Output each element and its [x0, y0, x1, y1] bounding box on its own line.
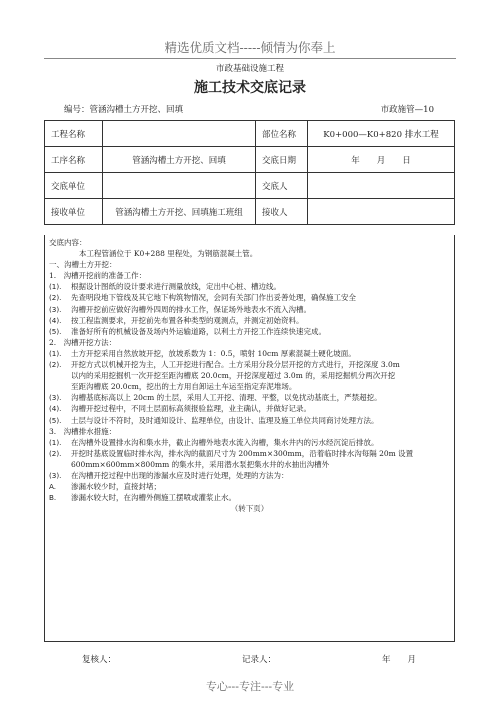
reviewer-label: 复核人：: [82, 655, 117, 665]
recorder-label: 记录人：: [242, 655, 277, 665]
label-handover-date: 交底日期: [256, 147, 308, 173]
list-item: A. 渗漏水较少时，直接封堵；: [49, 482, 161, 492]
label-handover-unit: 交底单位: [45, 173, 103, 199]
doc-meta: [64, 103, 434, 115]
list-item: (3). 沟槽基底标高以上 20cm 的土层，采用人工开挖、清理、平整，以免扰动基底土，严禁超挖。: [49, 393, 382, 403]
table-row: [45, 121, 455, 147]
list-item: (2). 开挖方式以机械开挖为主，人工开挖进行配合。土方采用分段分层开挖的方式进行，开挖深度 3.0m: [49, 360, 400, 370]
list-item: (5). 准备好所有的机械设备及场内外运输道路，以利土方开挖工作连续快速完成。: [49, 326, 326, 336]
list-item: (1). 土方开挖采用自然放坡开挖，放坡系数为 1：0.5，喷射 10cm 厚素混凝土硬化坡面。: [49, 348, 356, 358]
list-item: (1). 根据设计图纸的设计要求进行测量放线，定出中心桩、槽边线。: [49, 282, 281, 292]
continued-note: （转下页）: [230, 504, 269, 514]
subsection-heading: 2. 沟槽开挖方法：: [49, 337, 117, 347]
table-row: [45, 199, 455, 225]
value-receiver: [308, 199, 455, 225]
value-project-name: [103, 121, 256, 147]
page-footer: 专心---专注---专业: [205, 680, 295, 693]
value-handover-person: [308, 173, 455, 199]
label-handover-person: 交底人: [256, 173, 308, 199]
list-item: (1). 在沟槽外设置排水沟和集水井，截止沟槽外地表水流入沟槽，集水井内的污水经沉淀后排放。: [49, 437, 379, 447]
list-item: (2). 开挖时基底设置临时排水沟，排水沟的截面尺寸为 200mm×300mm，沿着临时排水沟每隔 20m 设置: [49, 448, 414, 458]
label-project-name: 工程名称: [45, 121, 103, 147]
subsection-heading: 1. 沟槽开挖前的准备工作：: [49, 271, 147, 281]
doc-code: 编号：管涵沟槽土方开挖、回填: [64, 105, 184, 115]
list-item: (4). 按工程监测要求，开挖前先布置各种类型的观测点，并测定初始资料。: [49, 315, 304, 325]
list-item: (5). 土层与设计不符时，及时通知设计、监理单位，由设计、监理及施工单位共同商讨处理方法。: [49, 415, 379, 425]
label-receiver: 接收人: [256, 199, 308, 225]
list-item: (3). 沟槽开挖前应做好沟槽外四周的排水工作，保证场外地表水不流入沟槽。: [49, 304, 311, 314]
label-part-name: 部位名称: [256, 121, 308, 147]
list-item-continuation: 600mm×600mm×800mm 的集水井，采用潜水泵把集水井的水抽出沟槽外: [71, 459, 330, 469]
date-label: 年 月: [382, 655, 417, 665]
handover-content: [44, 235, 455, 642]
content-heading: 交底内容：: [49, 238, 87, 247]
value-receiving-unit: 管涵沟槽土方开挖、回填施工班组: [103, 199, 256, 225]
label-process-name: 工序名称: [45, 147, 103, 173]
form-code: 市政施管—10: [380, 105, 434, 115]
value-handover-unit: [103, 173, 256, 199]
signature-footer: [82, 653, 422, 665]
value-process-name: 管涵沟槽土方开挖、回填: [103, 147, 256, 173]
table-row: [45, 173, 455, 199]
list-item: (4). 沟槽开挖过程中，不同土层面标高须报验监理，业主确认，并做好记录。: [49, 404, 311, 414]
page-header: 精选优质文档-----倾情为你奉上: [164, 40, 336, 55]
list-item-continuation: 至距沟槽底 20.0cm，挖出的土方用自卸运土车运至指定弃泥堆场。: [71, 382, 297, 392]
info-table: [44, 120, 455, 225]
list-item: (3). 在沟槽开挖过程中出现的渗漏水应及时进行处理，处理的方法为：: [49, 470, 289, 480]
label-receiving-unit: 接收单位: [45, 199, 103, 225]
content-intro: 本工程管涵位于 K0+288 里程处，为钢筋混凝土管。: [79, 249, 258, 259]
list-item: (2). 先查明段地下管线及其它地下构筑物情况，会同有关部门作出妥善处理，确保施工安全: [49, 293, 356, 303]
value-handover-date: 年 月 日: [308, 147, 455, 173]
header-rule: [44, 58, 456, 59]
doc-title: 施工技术交底记录: [194, 80, 306, 96]
doc-subtitle: 市政基础设施工程: [215, 64, 284, 74]
table-row: [45, 147, 455, 173]
list-item-continuation: 以内的采用挖掘机一次开挖至距沟槽底 20.0cm，开挖深度超过 3.0m 的，采用挖掘机分两次开挖: [71, 371, 396, 381]
section-heading: 一、沟槽土方开挖：: [49, 260, 117, 270]
value-part-name: K0+000—K0+820 排水工程: [308, 121, 455, 147]
list-item: B. 渗漏水较大时，在沟槽外侧施工摆喷或灌浆止水。: [49, 493, 236, 503]
subsection-heading: 3. 沟槽排水措施：: [49, 426, 117, 436]
